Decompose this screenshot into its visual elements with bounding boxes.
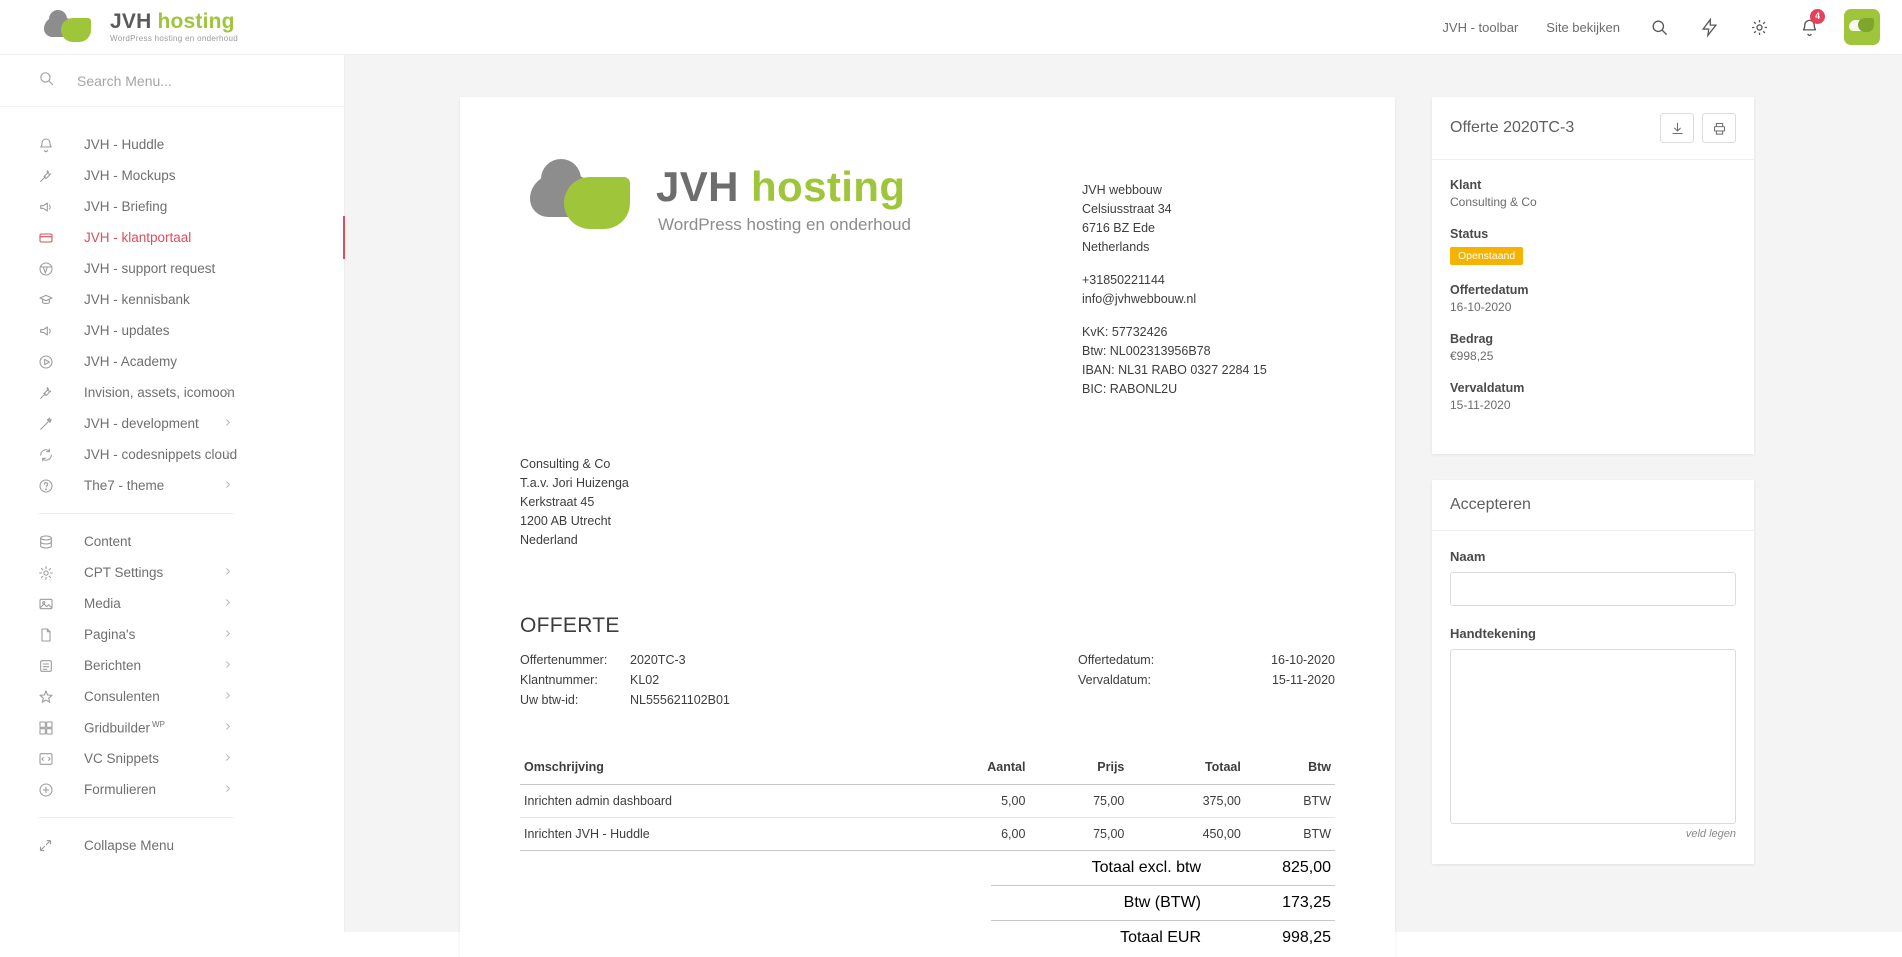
chevron-right-icon[interactable] — [223, 753, 232, 765]
chevron-right-icon[interactable] — [223, 418, 232, 430]
company-country: Netherlands — [1082, 240, 1150, 254]
admin-bar — [0, 0, 1902, 55]
invoice-company-details — [1082, 153, 1267, 413]
total-label: Btw (BTW) — [1123, 894, 1201, 911]
client-attn: T.a.v. Jori Huizenga — [520, 476, 629, 490]
grid-icon — [38, 720, 62, 736]
meta-row — [1078, 670, 1335, 690]
search-icon[interactable] — [1634, 0, 1684, 55]
sidebar-item-label: JVH - klantportaal — [84, 230, 192, 245]
detail-field-klant — [1450, 178, 1736, 209]
star-icon — [38, 689, 62, 705]
sidebar-item-label: JVH - support request — [84, 261, 216, 276]
column-header-btw: Btw — [1245, 754, 1335, 785]
sidebar-item-label: JVH - development — [84, 416, 199, 431]
meta-value: 15-11-2020 — [1271, 673, 1335, 687]
panel-actions — [1660, 113, 1736, 143]
jvh-logo-icon — [44, 10, 100, 44]
detail-field-offertedatum — [1450, 283, 1736, 314]
signature-field-label: Handtekening — [1450, 626, 1536, 641]
company-name: JVH webbouw — [1082, 183, 1162, 197]
sidebar-item-label: Consulenten — [84, 689, 160, 704]
notification-badge: 4 — [1810, 9, 1825, 24]
client-street: Kerkstraat 45 — [520, 495, 595, 509]
total-row — [991, 851, 1335, 885]
cell-quantity: 5,00 — [913, 785, 1029, 818]
sidebar-item-jvh-academy[interactable] — [0, 346, 344, 377]
chevron-right-icon[interactable] — [223, 660, 232, 672]
meta-row — [520, 690, 838, 710]
sidebar-item-gridbuilder[interactable] — [0, 712, 344, 743]
client-zip-city: 1200 AB Utrecht — [520, 514, 612, 528]
chevron-right-icon[interactable] — [223, 480, 232, 492]
meta-row — [520, 650, 838, 670]
chevron-right-icon[interactable] — [223, 387, 232, 399]
sidebar-item-jvh-mockups[interactable] — [0, 160, 344, 191]
sync-icon — [38, 447, 62, 463]
field-label: Vervaldatum — [1450, 381, 1525, 395]
company-iban: IBAN: NL31 RABO 0327 2284 15 — [1082, 363, 1267, 377]
detail-field-bedrag — [1450, 332, 1736, 363]
wand-icon — [38, 416, 62, 432]
sidebar-item-jvh-support-request[interactable] — [0, 253, 344, 284]
sidebar-item-label: VC Snippets — [84, 751, 160, 766]
cell-description: Inrichten JVH - Huddle — [520, 818, 913, 851]
admin-bar-logo-title: JVH hosting — [110, 10, 235, 33]
meta-value: KL02 — [630, 673, 660, 687]
sidebar-item-label: CPT Settings — [84, 565, 164, 580]
total-row — [991, 920, 1335, 955]
database-icon — [38, 534, 62, 550]
sidebar-item-jvh-huddle[interactable] — [0, 129, 344, 160]
invoice-title: OFFERTE — [520, 614, 620, 637]
card-icon — [38, 230, 62, 246]
admin-bar-right — [1428, 0, 1902, 54]
megaphone-icon — [38, 199, 62, 215]
sidebar-item-berichten[interactable] — [0, 650, 344, 681]
meta-key: Klantnummer: — [520, 673, 598, 687]
tools-icon — [38, 385, 62, 401]
panel-title: Accepteren — [1450, 496, 1531, 513]
play-icon — [38, 354, 62, 370]
invoice-meta — [520, 650, 1335, 710]
meta-value: 16-10-2020 — [1271, 653, 1335, 667]
offerte-detail-fields — [1432, 160, 1754, 454]
table-header-row — [520, 754, 1335, 785]
sidebar-item-label: Media — [84, 596, 121, 611]
field-value: 15-11-2020 — [1450, 398, 1511, 412]
invoice-logo — [520, 153, 1020, 413]
search-icon — [38, 70, 55, 92]
name-field[interactable] — [1450, 572, 1736, 606]
sidebar-item-jvh-development[interactable] — [0, 408, 344, 439]
cell-price: 75,00 — [1029, 818, 1128, 851]
invoice-items-table — [520, 754, 1335, 851]
field-label: Status — [1450, 227, 1489, 241]
field-label: Klant — [1450, 178, 1482, 192]
invoice-client-details — [520, 455, 1335, 550]
sidebar-item-label: Formulieren — [84, 782, 157, 797]
total-value: 825,00 — [1282, 859, 1331, 876]
detail-field-vervaldatum — [1450, 381, 1736, 412]
search-menu-placeholder: Search Menu... — [77, 72, 172, 89]
sidebar-item-label: JVH - Huddle — [84, 137, 165, 152]
sidebar-item-label: Collapse Menu — [84, 838, 175, 853]
image-icon — [38, 596, 62, 612]
jvh-logo-icon — [520, 153, 1020, 245]
sidebar-item-the7-theme[interactable] — [0, 470, 344, 501]
sidebar-item-collapse-menu[interactable] — [0, 830, 344, 861]
invoice-logo-title: JVH hosting — [656, 163, 906, 210]
total-value: 173,25 — [1282, 894, 1331, 911]
field-label: Bedrag — [1450, 332, 1494, 346]
sidebar-item-invision-assets-icomoon[interactable] — [0, 377, 344, 408]
sidebar-item-label: Berichten — [84, 658, 142, 673]
sidebar-item-label: JVH - codesnippets cloud — [84, 447, 238, 462]
sidebar-item-label: JVH - Mockups — [84, 168, 176, 183]
clear-signature-button[interactable]: veld legen — [1685, 828, 1736, 840]
sidebar-item-vc-snippets[interactable] — [0, 743, 344, 774]
content-area — [345, 55, 1902, 946]
cell-description: Inrichten admin dashboard — [520, 785, 913, 818]
panel-title: Offerte 2020TC-3 — [1450, 119, 1575, 136]
company-zip-city: 6716 BZ Ede — [1082, 221, 1155, 235]
invoice-meta-right — [1078, 650, 1335, 710]
sidebar-item-pagina-s[interactable] — [0, 619, 344, 650]
lightning-icon[interactable] — [1684, 0, 1734, 55]
table-row — [520, 785, 1335, 818]
sidebar — [0, 55, 345, 932]
sidebar-item-label: JVH - Academy — [84, 354, 178, 369]
download-icon[interactable] — [1660, 113, 1694, 143]
sidebar-item-label: JVH - updates — [84, 323, 170, 338]
field-label: Offertedatum — [1450, 283, 1529, 297]
chevron-right-icon[interactable] — [223, 784, 232, 796]
sidebar-group-primary — [0, 129, 344, 501]
sidebar-item-label: JVH - Briefing — [84, 199, 168, 214]
client-name: Consulting & Co — [520, 457, 611, 471]
sidebar-item-media[interactable] — [0, 588, 344, 619]
avatar[interactable] — [1844, 9, 1880, 45]
chevron-right-icon[interactable] — [223, 567, 232, 579]
meta-key: Offertenummer: — [520, 653, 608, 667]
sidebar-item-formulieren[interactable] — [0, 774, 344, 805]
sidebar-item-label: JVH - kennisbank — [84, 292, 190, 307]
company-btw: Btw: NL002313956B78 — [1082, 344, 1211, 358]
field-value: 16-10-2020 — [1450, 300, 1512, 314]
admin-bar-link-toolbar[interactable]: JVH - toolbar — [1442, 19, 1519, 35]
chevron-right-icon[interactable] — [223, 449, 232, 461]
signature-canvas[interactable] — [1450, 649, 1736, 824]
cell-total: 375,00 — [1128, 785, 1244, 818]
bell-icon[interactable] — [1784, 0, 1834, 55]
field-value: Consulting & Co — [1450, 195, 1537, 209]
field-value: €998,25 — [1450, 349, 1494, 363]
chevron-right-icon[interactable] — [223, 722, 232, 734]
company-kvk: KvK: 57732426 — [1082, 325, 1168, 339]
sidebar-item-jvh-updates[interactable] — [0, 315, 344, 346]
sidebar-item-jvh-klantportaal[interactable] — [0, 222, 344, 253]
total-value: 998,25 — [1282, 929, 1331, 946]
invoice-header — [520, 153, 1335, 413]
total-label: Totaal excl. btw — [1091, 859, 1201, 876]
chevron-right-icon[interactable] — [223, 629, 232, 641]
detail-field-status — [1450, 227, 1736, 265]
company-email: info@jvhwebbouw.nl — [1082, 292, 1197, 306]
table-row — [520, 818, 1335, 851]
total-label: Totaal EUR — [1120, 929, 1201, 946]
client-country: Nederland — [520, 533, 578, 547]
question-icon — [38, 478, 62, 494]
wordpress-icon — [38, 261, 62, 277]
print-icon[interactable] — [1702, 113, 1736, 143]
bell-icon — [38, 137, 62, 153]
column-header-total: Totaal — [1128, 754, 1244, 785]
meta-key: Uw btw-id: — [520, 693, 579, 707]
accept-panel-body — [1432, 531, 1754, 864]
admin-bar-logo-subtitle: WordPress hosting en onderhoud — [110, 34, 239, 43]
sidebar-item-superscript: WP — [152, 719, 165, 729]
graduation-icon — [38, 292, 62, 308]
cell-btw: BTW — [1245, 818, 1335, 851]
accept-panel-header — [1432, 480, 1754, 531]
chevron-right-icon[interactable] — [223, 598, 232, 610]
snippet-icon — [38, 751, 62, 767]
sidebar-divider — [38, 513, 234, 514]
accept-panel — [1432, 480, 1754, 864]
total-row — [991, 885, 1335, 920]
meta-key: Vervaldatum: — [1078, 673, 1151, 687]
offerte-detail-header — [1432, 97, 1754, 160]
page-icon — [38, 627, 62, 643]
cell-price: 75,00 — [1029, 785, 1128, 818]
tools-icon — [38, 168, 62, 184]
gear-icon — [38, 565, 62, 581]
megaphone-icon — [38, 323, 62, 339]
column-header-price: Prijs — [1029, 754, 1128, 785]
column-header-description: Omschrijving — [520, 754, 913, 785]
right-column — [1432, 97, 1754, 864]
sidebar-item-jvh-briefing[interactable] — [0, 191, 344, 222]
post-icon — [38, 658, 62, 674]
meta-value: NL555621102B01 — [630, 693, 730, 707]
sidebar-item-label: Content — [84, 534, 132, 549]
company-street: Celsiusstraat 34 — [1082, 202, 1172, 216]
form-icon — [38, 782, 62, 798]
company-bic: BIC: RABONL2U — [1082, 382, 1178, 396]
sidebar-item-label: Gridbuilder $^{WP}$ — [84, 719, 165, 736]
cell-quantity: 6,00 — [913, 818, 1029, 851]
invoice-document — [460, 97, 1395, 957]
sidebar-item-label: Pagina's — [84, 627, 136, 642]
collapse-icon — [38, 838, 62, 853]
company-phone: +31850221144 — [1082, 273, 1165, 287]
invoice-logo-subtitle: WordPress hosting en onderhoud — [658, 215, 911, 234]
search-menu-input[interactable] — [0, 55, 344, 107]
invoice-totals — [520, 851, 1335, 955]
admin-bar-logo[interactable] — [44, 10, 238, 44]
meta-row — [1078, 650, 1335, 670]
meta-value: 2020TC-3 — [630, 653, 686, 667]
sidebar-item-content[interactable] — [0, 526, 344, 557]
invoice-meta-left — [520, 650, 838, 710]
cell-btw: BTW — [1245, 785, 1335, 818]
cell-total: 450,00 — [1128, 818, 1244, 851]
meta-key: Offertedatum: — [1078, 653, 1155, 667]
sidebar-item-jvh-kennisbank[interactable] — [0, 284, 344, 315]
meta-row — [520, 670, 838, 690]
gear-icon[interactable] — [1734, 0, 1784, 55]
admin-bar-link-view-site[interactable]: Site bekijken — [1546, 19, 1620, 35]
admin-bar-logo-text — [110, 11, 238, 43]
column-header-quantity: Aantal — [913, 754, 1029, 785]
sidebar-divider-2 — [38, 817, 234, 818]
name-field-label: Naam — [1450, 549, 1486, 564]
chevron-right-icon[interactable] — [223, 691, 232, 703]
offerte-detail-panel — [1432, 97, 1754, 454]
status-badge: Openstaand — [1450, 247, 1523, 265]
sidebar-item-cpt-settings[interactable] — [0, 557, 344, 588]
sidebar-item-jvh-codesnippets-cloud[interactable] — [0, 439, 344, 470]
sidebar-item-label: Invision, assets, icomoon — [84, 385, 235, 400]
sidebar-item-consulenten[interactable] — [0, 681, 344, 712]
sidebar-item-label: The7 - theme — [84, 478, 165, 493]
sidebar-group-secondary — [0, 526, 344, 805]
